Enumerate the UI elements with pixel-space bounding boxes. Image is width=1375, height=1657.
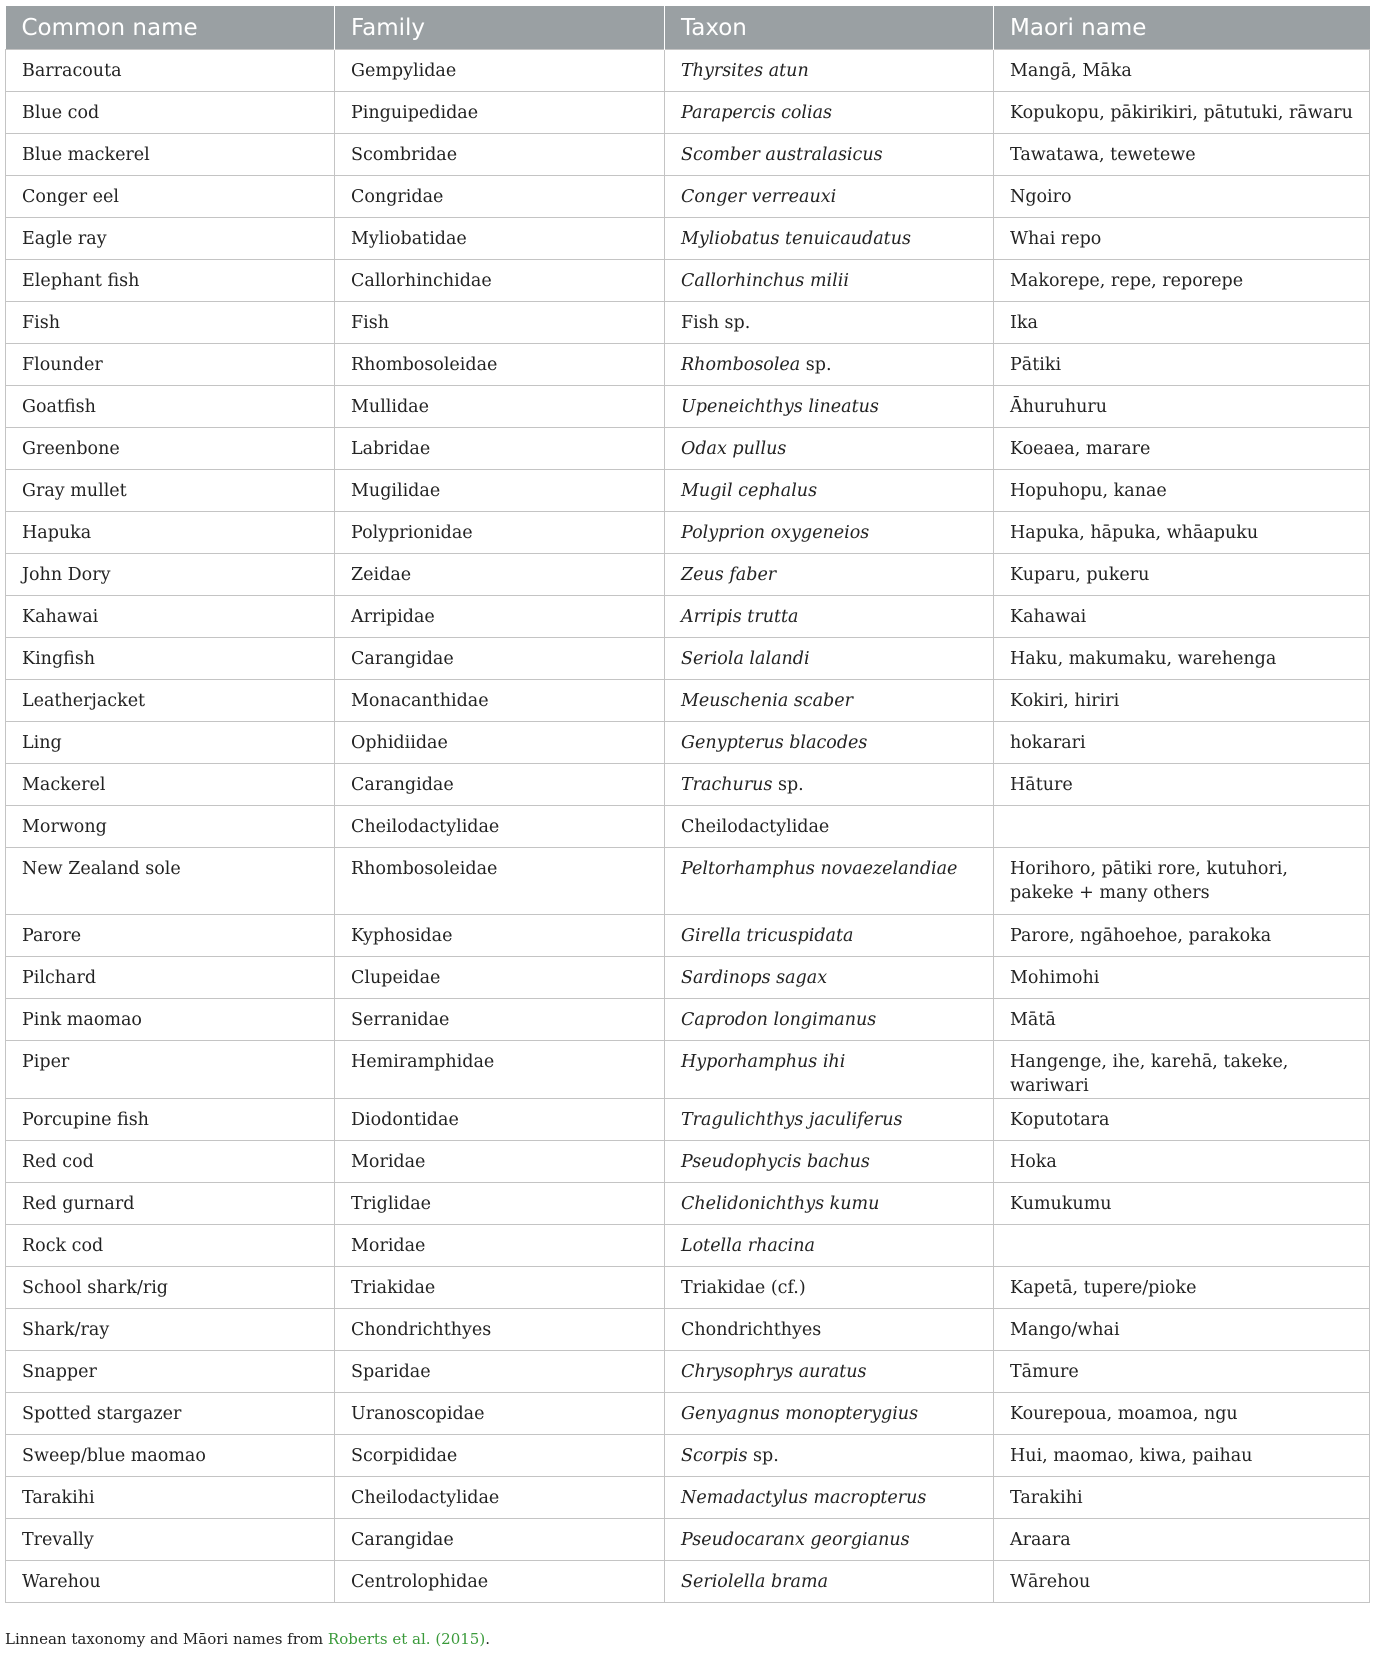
cell-taxon bbox=[665, 260, 994, 302]
cell-common-name: Gray mullet bbox=[6, 470, 335, 512]
cell-common-name: Rock cod bbox=[6, 1225, 335, 1267]
cell-family: Congridae bbox=[335, 176, 665, 218]
table-row bbox=[6, 806, 1370, 848]
cell-taxon bbox=[665, 848, 994, 915]
cell-maori-name: Haku, makumaku, warehenga bbox=[994, 638, 1370, 680]
cell-common-name: Warehou bbox=[6, 1561, 335, 1603]
cell-maori-name: Makorepe, repe, reporepe bbox=[994, 260, 1370, 302]
cell-common-name: Blue mackerel bbox=[6, 134, 335, 176]
cell-maori-name: Araara bbox=[994, 1519, 1370, 1561]
taxon-italic-part: Meuschenia scaber bbox=[681, 691, 853, 711]
cell-common-name: Hapuka bbox=[6, 512, 335, 554]
cell-common-name: Goatfish bbox=[6, 386, 335, 428]
taxon-italic-part: Conger verreauxi bbox=[681, 187, 837, 207]
taxon-italic-part: Hyporhamphus ihi bbox=[681, 1052, 846, 1072]
cell-taxon bbox=[665, 92, 994, 134]
cell-family: Hemiramphidae bbox=[335, 1041, 665, 1099]
table-row bbox=[6, 386, 1370, 428]
cell-family: Ophidiidae bbox=[335, 722, 665, 764]
taxon-italic-part: Tragulichthys jaculiferus bbox=[681, 1110, 903, 1130]
cell-maori-name: Hoka bbox=[994, 1141, 1370, 1183]
cell-common-name: Sweep/blue maomao bbox=[6, 1435, 335, 1477]
taxon-italic-part: Caprodon longimanus bbox=[681, 1010, 877, 1030]
cell-common-name: Eagle ray bbox=[6, 218, 335, 260]
cell-common-name: Snapper bbox=[6, 1351, 335, 1393]
cell-common-name: Greenbone bbox=[6, 428, 335, 470]
cell-common-name: Red gurnard bbox=[6, 1183, 335, 1225]
cell-family: Cheilodactylidae bbox=[335, 1477, 665, 1519]
table-row bbox=[6, 722, 1370, 764]
cell-maori-name: Tāmure bbox=[994, 1351, 1370, 1393]
taxon-italic-part: Chrysophrys auratus bbox=[681, 1362, 867, 1382]
cell-taxon bbox=[665, 1435, 994, 1477]
cell-family: Zeidae bbox=[335, 554, 665, 596]
cell-family: Scombridae bbox=[335, 134, 665, 176]
table-row bbox=[6, 1099, 1370, 1141]
table-row bbox=[6, 428, 1370, 470]
cell-common-name: Pink maomao bbox=[6, 999, 335, 1041]
table-row bbox=[6, 1309, 1370, 1351]
taxon-italic-part: Genyagnus monopterygius bbox=[681, 1404, 919, 1424]
cell-maori-name: Kapetā, tupere/pioke bbox=[994, 1267, 1370, 1309]
cell-family: Labridae bbox=[335, 428, 665, 470]
cell-taxon bbox=[665, 680, 994, 722]
cell-family: Sparidae bbox=[335, 1351, 665, 1393]
table-row bbox=[6, 764, 1370, 806]
cell-taxon bbox=[665, 1099, 994, 1141]
header-maori-name: Maori name bbox=[994, 6, 1370, 50]
cell-family: Centrolophidae bbox=[335, 1561, 665, 1603]
cell-taxon bbox=[665, 915, 994, 957]
table-row bbox=[6, 512, 1370, 554]
taxon-italic-part: Rhombosolea bbox=[681, 355, 801, 375]
cell-maori-name: Hapuka, hāpuka, whāapuku bbox=[994, 512, 1370, 554]
cell-family: Serranidae bbox=[335, 999, 665, 1041]
cell-maori-name: Kahawai bbox=[994, 596, 1370, 638]
cell-family: Triglidae bbox=[335, 1183, 665, 1225]
cell-family: Myliobatidae bbox=[335, 218, 665, 260]
cell-taxon bbox=[665, 1561, 994, 1603]
header-common-name: Common name bbox=[6, 6, 335, 50]
cell-taxon bbox=[665, 344, 994, 386]
cell-taxon bbox=[665, 1519, 994, 1561]
cell-maori-name: Ngoiro bbox=[994, 176, 1370, 218]
cell-family: Carangidae bbox=[335, 1519, 665, 1561]
cell-taxon bbox=[665, 596, 994, 638]
cell-family: Carangidae bbox=[335, 764, 665, 806]
cell-common-name: Spotted stargazer bbox=[6, 1393, 335, 1435]
cell-maori-name bbox=[994, 806, 1370, 848]
cell-common-name: Kingfish bbox=[6, 638, 335, 680]
taxon-plain-part: Triakidae (cf.) bbox=[681, 1278, 806, 1298]
cell-maori-name: Kourepoua, moamoa, ngu bbox=[994, 1393, 1370, 1435]
cell-common-name: John Dory bbox=[6, 554, 335, 596]
table-row bbox=[6, 134, 1370, 176]
table-row bbox=[6, 302, 1370, 344]
table-row bbox=[6, 1041, 1370, 1099]
table-row bbox=[6, 915, 1370, 957]
cell-taxon bbox=[665, 1041, 994, 1099]
cell-taxon bbox=[665, 176, 994, 218]
cell-common-name: Shark/ray bbox=[6, 1309, 335, 1351]
taxon-italic-part: Scomber australasicus bbox=[681, 145, 883, 165]
taxon-italic-part: Peltorhamphus novaezelandiae bbox=[681, 859, 958, 879]
cell-maori-name: Hāture bbox=[994, 764, 1370, 806]
reference-link[interactable]: Roberts et al. (2015) bbox=[327, 1630, 486, 1648]
cell-family: Chondrichthyes bbox=[335, 1309, 665, 1351]
table-row bbox=[6, 1561, 1370, 1603]
cell-family: Scorpididae bbox=[335, 1435, 665, 1477]
cell-maori-name: Horihoro, pātiki rore, kutuhori, pakeke + many others bbox=[994, 848, 1370, 915]
table-row bbox=[6, 176, 1370, 218]
header-row bbox=[6, 6, 1370, 50]
cell-family: Mullidae bbox=[335, 386, 665, 428]
taxon-italic-part: Zeus faber bbox=[681, 565, 777, 585]
cell-taxon bbox=[665, 1141, 994, 1183]
taxon-italic-part: Scorpis bbox=[681, 1446, 748, 1466]
table-row bbox=[6, 1519, 1370, 1561]
table-row bbox=[6, 470, 1370, 512]
taxon-plain-part: sp. bbox=[800, 355, 832, 375]
cell-maori-name: Tawatawa, tewetewe bbox=[994, 134, 1370, 176]
taxon-plain-part: sp. bbox=[772, 775, 804, 795]
taxon-plain-part: Cheilodactylidae bbox=[681, 817, 830, 837]
cell-taxon bbox=[665, 1351, 994, 1393]
table-body bbox=[6, 50, 1370, 1603]
cell-family: Pinguipedidae bbox=[335, 92, 665, 134]
taxon-italic-part: Genypterus blacodes bbox=[681, 733, 868, 753]
cell-family: Moridae bbox=[335, 1141, 665, 1183]
cell-taxon bbox=[665, 512, 994, 554]
cell-family: Polyprionidae bbox=[335, 512, 665, 554]
cell-taxon bbox=[665, 1477, 994, 1519]
taxon-italic-part: Chelidonichthys kumu bbox=[681, 1194, 880, 1214]
cell-common-name: Kahawai bbox=[6, 596, 335, 638]
table-row bbox=[6, 554, 1370, 596]
table-row bbox=[6, 1141, 1370, 1183]
taxon-italic-part: Girella tricuspidata bbox=[681, 926, 854, 946]
cell-common-name: Piper bbox=[6, 1041, 335, 1099]
cell-taxon bbox=[665, 470, 994, 512]
table-container bbox=[5, 6, 1369, 1603]
cell-taxon bbox=[665, 218, 994, 260]
table-row bbox=[6, 638, 1370, 680]
cell-family: Uranoscopidae bbox=[335, 1393, 665, 1435]
table-row bbox=[6, 957, 1370, 999]
taxon-italic-part: Thyrsites atun bbox=[681, 61, 809, 81]
table-row bbox=[6, 50, 1370, 92]
cell-family: Kyphosidae bbox=[335, 915, 665, 957]
table-row bbox=[6, 218, 1370, 260]
cell-common-name: School shark/rig bbox=[6, 1267, 335, 1309]
cell-common-name: Fish bbox=[6, 302, 335, 344]
cell-family: Cheilodactylidae bbox=[335, 806, 665, 848]
cell-common-name: Leatherjacket bbox=[6, 680, 335, 722]
table-row bbox=[6, 1183, 1370, 1225]
header-taxon: Taxon bbox=[665, 6, 994, 50]
header-family: Family bbox=[335, 6, 665, 50]
cell-common-name: Tarakihi bbox=[6, 1477, 335, 1519]
taxon-italic-part: Pseudophycis bachus bbox=[681, 1152, 870, 1172]
cell-taxon bbox=[665, 1267, 994, 1309]
cell-family: Arripidae bbox=[335, 596, 665, 638]
cell-maori-name: Whai repo bbox=[994, 218, 1370, 260]
cell-taxon bbox=[665, 386, 994, 428]
cell-maori-name: Kokiri, hiriri bbox=[994, 680, 1370, 722]
cell-taxon bbox=[665, 957, 994, 999]
cell-common-name: Elephant fish bbox=[6, 260, 335, 302]
cell-maori-name: Hangenge, ihe, karehā, takeke, wariwari bbox=[994, 1041, 1370, 1099]
cell-maori-name: hokarari bbox=[994, 722, 1370, 764]
taxon-italic-part: Lotella rhacina bbox=[681, 1236, 815, 1256]
table-row bbox=[6, 1393, 1370, 1435]
taxon-italic-part: Mugil cephalus bbox=[681, 481, 818, 501]
table-row bbox=[6, 260, 1370, 302]
taxon-italic-part: Pseudocaranx georgianus bbox=[681, 1530, 910, 1550]
cell-common-name: Porcupine fish bbox=[6, 1099, 335, 1141]
cell-taxon bbox=[665, 302, 994, 344]
taxon-plain-part: Fish sp. bbox=[681, 313, 751, 333]
cell-common-name: Parore bbox=[6, 915, 335, 957]
taxon-italic-part: Seriolella brama bbox=[681, 1572, 829, 1592]
taxon-italic-part: Polyprion oxygeneios bbox=[681, 523, 870, 543]
cell-common-name: Ling bbox=[6, 722, 335, 764]
table-row bbox=[6, 680, 1370, 722]
table-footnote bbox=[5, 1630, 490, 1648]
cell-common-name: Trevally bbox=[6, 1519, 335, 1561]
cell-taxon bbox=[665, 1225, 994, 1267]
cell-maori-name: Parore, ngāhoehoe, parakoka bbox=[994, 915, 1370, 957]
cell-maori-name: Kumukumu bbox=[994, 1183, 1370, 1225]
cell-taxon bbox=[665, 50, 994, 92]
cell-taxon bbox=[665, 764, 994, 806]
cell-taxon bbox=[665, 1393, 994, 1435]
taxon-italic-part: Trachurus bbox=[681, 775, 773, 795]
cell-taxon bbox=[665, 1309, 994, 1351]
cell-common-name: Flounder bbox=[6, 344, 335, 386]
table-row bbox=[6, 848, 1370, 915]
table-row bbox=[6, 1267, 1370, 1309]
cell-common-name: Morwong bbox=[6, 806, 335, 848]
table-row bbox=[6, 1225, 1370, 1267]
taxon-italic-part: Odax pullus bbox=[681, 439, 787, 459]
taxon-plain-part: Chondrichthyes bbox=[681, 1320, 822, 1340]
cell-taxon bbox=[665, 428, 994, 470]
taxon-plain-part: sp. bbox=[747, 1446, 779, 1466]
cell-family: Fish bbox=[335, 302, 665, 344]
cell-family: Rhombosoleidae bbox=[335, 344, 665, 386]
taxon-italic-part: Myliobatus tenuicaudatus bbox=[681, 229, 911, 249]
cell-maori-name: Wārehou bbox=[994, 1561, 1370, 1603]
cell-family: Gempylidae bbox=[335, 50, 665, 92]
cell-family: Clupeidae bbox=[335, 957, 665, 999]
cell-family: Mugilidae bbox=[335, 470, 665, 512]
cell-common-name: Mackerel bbox=[6, 764, 335, 806]
cell-family: Monacanthidae bbox=[335, 680, 665, 722]
cell-common-name: Blue cod bbox=[6, 92, 335, 134]
cell-maori-name: Hui, maomao, kiwa, paihau bbox=[994, 1435, 1370, 1477]
table-row bbox=[6, 596, 1370, 638]
cell-taxon bbox=[665, 806, 994, 848]
cell-maori-name: Mango/whai bbox=[994, 1309, 1370, 1351]
table-row bbox=[6, 999, 1370, 1041]
taxon-italic-part: Callorhinchus milii bbox=[681, 271, 849, 291]
table-row bbox=[6, 1477, 1370, 1519]
cell-maori-name: Mangā, Māka bbox=[994, 50, 1370, 92]
cell-common-name: Red cod bbox=[6, 1141, 335, 1183]
cell-family: Rhombosoleidae bbox=[335, 848, 665, 915]
taxon-italic-part: Arripis trutta bbox=[681, 607, 799, 627]
cell-maori-name: Mohimohi bbox=[994, 957, 1370, 999]
cell-taxon bbox=[665, 722, 994, 764]
table-header bbox=[6, 6, 1370, 50]
cell-family: Carangidae bbox=[335, 638, 665, 680]
taxon-italic-part: Nemadactylus macropterus bbox=[681, 1488, 927, 1508]
cell-maori-name: Kopukopu, pākirikiri, pātutuki, rāwaru bbox=[994, 92, 1370, 134]
cell-taxon bbox=[665, 1183, 994, 1225]
cell-taxon bbox=[665, 638, 994, 680]
species-table bbox=[5, 6, 1370, 1603]
cell-family: Moridae bbox=[335, 1225, 665, 1267]
cell-maori-name: Mātā bbox=[994, 999, 1370, 1041]
cell-common-name: New Zealand sole bbox=[6, 848, 335, 915]
taxon-italic-part: Seriola lalandi bbox=[681, 649, 810, 669]
table-row bbox=[6, 344, 1370, 386]
table-row bbox=[6, 92, 1370, 134]
cell-taxon bbox=[665, 999, 994, 1041]
cell-maori-name: Koeaea, marare bbox=[994, 428, 1370, 470]
footnote-suffix: . bbox=[485, 1630, 490, 1648]
cell-maori-name: Ika bbox=[994, 302, 1370, 344]
cell-maori-name: Pātiki bbox=[994, 344, 1370, 386]
cell-family: Diodontidae bbox=[335, 1099, 665, 1141]
cell-taxon bbox=[665, 134, 994, 176]
cell-family: Triakidae bbox=[335, 1267, 665, 1309]
table-row bbox=[6, 1435, 1370, 1477]
footnote-text: Linnean taxonomy and Māori names from bbox=[5, 1630, 328, 1648]
cell-maori-name: Kuparu, pukeru bbox=[994, 554, 1370, 596]
cell-maori-name: Hopuhopu, kanae bbox=[994, 470, 1370, 512]
table-row bbox=[6, 1351, 1370, 1393]
cell-maori-name bbox=[994, 1225, 1370, 1267]
cell-common-name: Pilchard bbox=[6, 957, 335, 999]
taxon-italic-part: Parapercis colias bbox=[681, 103, 833, 123]
taxon-italic-part: Sardinops sagax bbox=[681, 968, 828, 988]
cell-taxon bbox=[665, 554, 994, 596]
cell-common-name: Conger eel bbox=[6, 176, 335, 218]
cell-common-name: Barracouta bbox=[6, 50, 335, 92]
cell-family: Callorhinchidae bbox=[335, 260, 665, 302]
cell-maori-name: Tarakihi bbox=[994, 1477, 1370, 1519]
taxon-italic-part: Upeneichthys lineatus bbox=[681, 397, 879, 417]
cell-maori-name: Koputotara bbox=[994, 1099, 1370, 1141]
cell-maori-name: Āhuruhuru bbox=[994, 386, 1370, 428]
